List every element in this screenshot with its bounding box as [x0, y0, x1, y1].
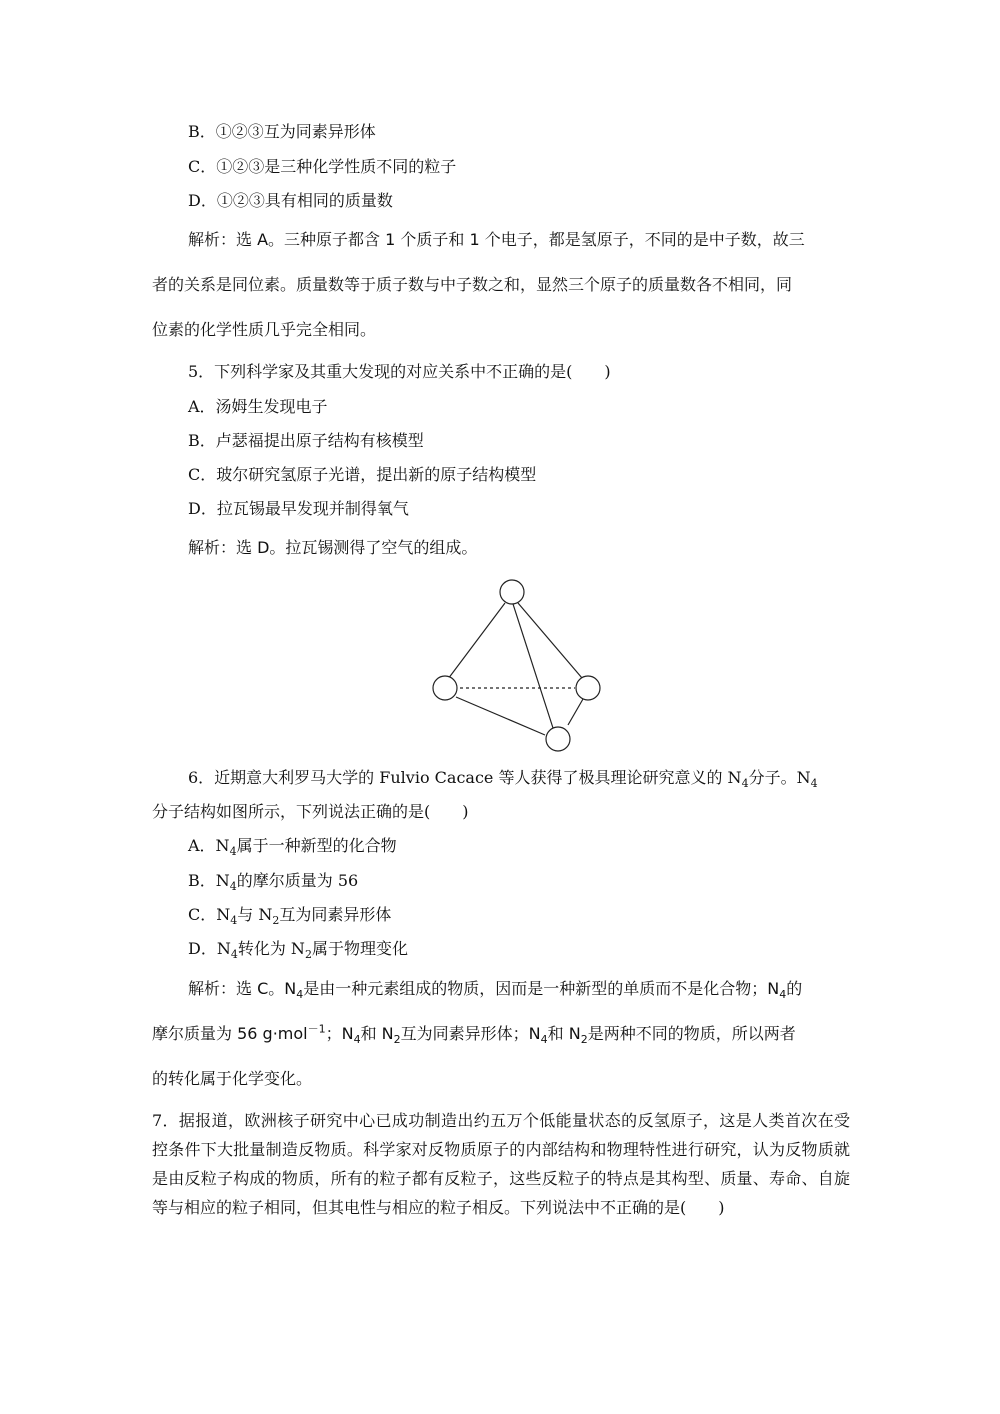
q4-analysis-line-1: 解析：选 A。三种原子都含 1 个质子和 1 个电子，都是氢原子，不同的是中子数，故三 — [188, 230, 805, 249]
bond-top-right — [518, 603, 582, 678]
q5-option-c: C．玻尔研究氢原子光谱，提出新的原子结构模型 — [188, 465, 537, 484]
q4-option-c: C．①②③是三种化学性质不同的粒子 — [188, 157, 457, 176]
q6-option-d: D．$N_4$转化为 $N_2$属于物理变化 — [188, 939, 408, 962]
n4-molecule-diagram — [420, 573, 610, 758]
q6-stem-line-2: 分子结构如图所示，下列说法正确的是( ) — [152, 802, 469, 821]
q4-option-d: D．①②③具有相同的质量数 — [188, 191, 393, 210]
q5-analysis: 解析：选 D。拉瓦锡测得了空气的组成。 — [188, 538, 478, 557]
q5-option-d: D．拉瓦锡最早发现并制得氧气 — [188, 499, 409, 518]
q6-stem-line-1: 6．近期意大利罗马大学的 Fulvio Cacace 等人获得了极具理论研究意义的 $N_4$分子。$N_4$ — [188, 768, 818, 791]
q6-option-a: A．$N_4$属于一种新型的化合物 — [188, 836, 397, 859]
q6-option-c: C．$N_4$与 $N_2$互为同素异形体 — [188, 905, 392, 928]
bond-top-bottom — [513, 604, 553, 728]
bond-top-left — [448, 603, 505, 679]
q5-stem: 5．下列科学家及其重大发现的对应关系中不正确的是( ) — [188, 362, 611, 381]
q6-option-b: B．$N_4$的摩尔质量为 56 — [188, 871, 359, 894]
atom-top — [500, 580, 524, 604]
q6-analysis-line-3: 的转化属于化学变化。 — [152, 1069, 313, 1088]
q4-option-b: B．①②③互为同素异形体 — [188, 122, 376, 141]
q5-option-a: A．汤姆生发现电子 — [188, 397, 328, 416]
q5-option-b: B．卢瑟福提出原子结构有核模型 — [188, 431, 424, 450]
q4-analysis-line-2: 者的关系是同位素。质量数等于质子数与中子数之和，显然三个原子的质量数各不相同，同 — [152, 275, 793, 294]
atom-bottom — [546, 727, 570, 751]
q6-analysis-line-2: 摩尔质量为 56 g·mol$^{-1}$；$N_4$和 $N_2$互为同素异形体；$N_4$和 $N_2$是两种不同的物质，所以两者 — [152, 1022, 796, 1047]
q7-stem: 7．据报道，欧洲核子研究中心已成功制造出约五万个低能量状态的反氢原子，这是人类首次在受控条件下大批量制造反物质。科学家对反物质原子的内部结构和物理特性进行研究，认为反物质就是由反粒子构成的物质，所有的粒子都有反粒子，这些反粒子的特点是其构型、质量、寿命、自旋等与相应的粒子相同，但其电性与相应的粒子相反。下列说法中不正确的是( ) — [152, 1111, 850, 1217]
q4-analysis-line-3: 位素的化学性质几乎完全相同。 — [152, 320, 377, 339]
bond-right-bottom — [568, 699, 583, 725]
atom-right — [576, 676, 600, 700]
atom-left — [433, 676, 457, 700]
bond-left-bottom — [456, 697, 545, 735]
q6-analysis-line-1: 解析：选 C。$N_4$是由一种元素组成的物质，因而是一种新型的单质而不是化合物；$N_4$的 — [188, 979, 803, 1002]
